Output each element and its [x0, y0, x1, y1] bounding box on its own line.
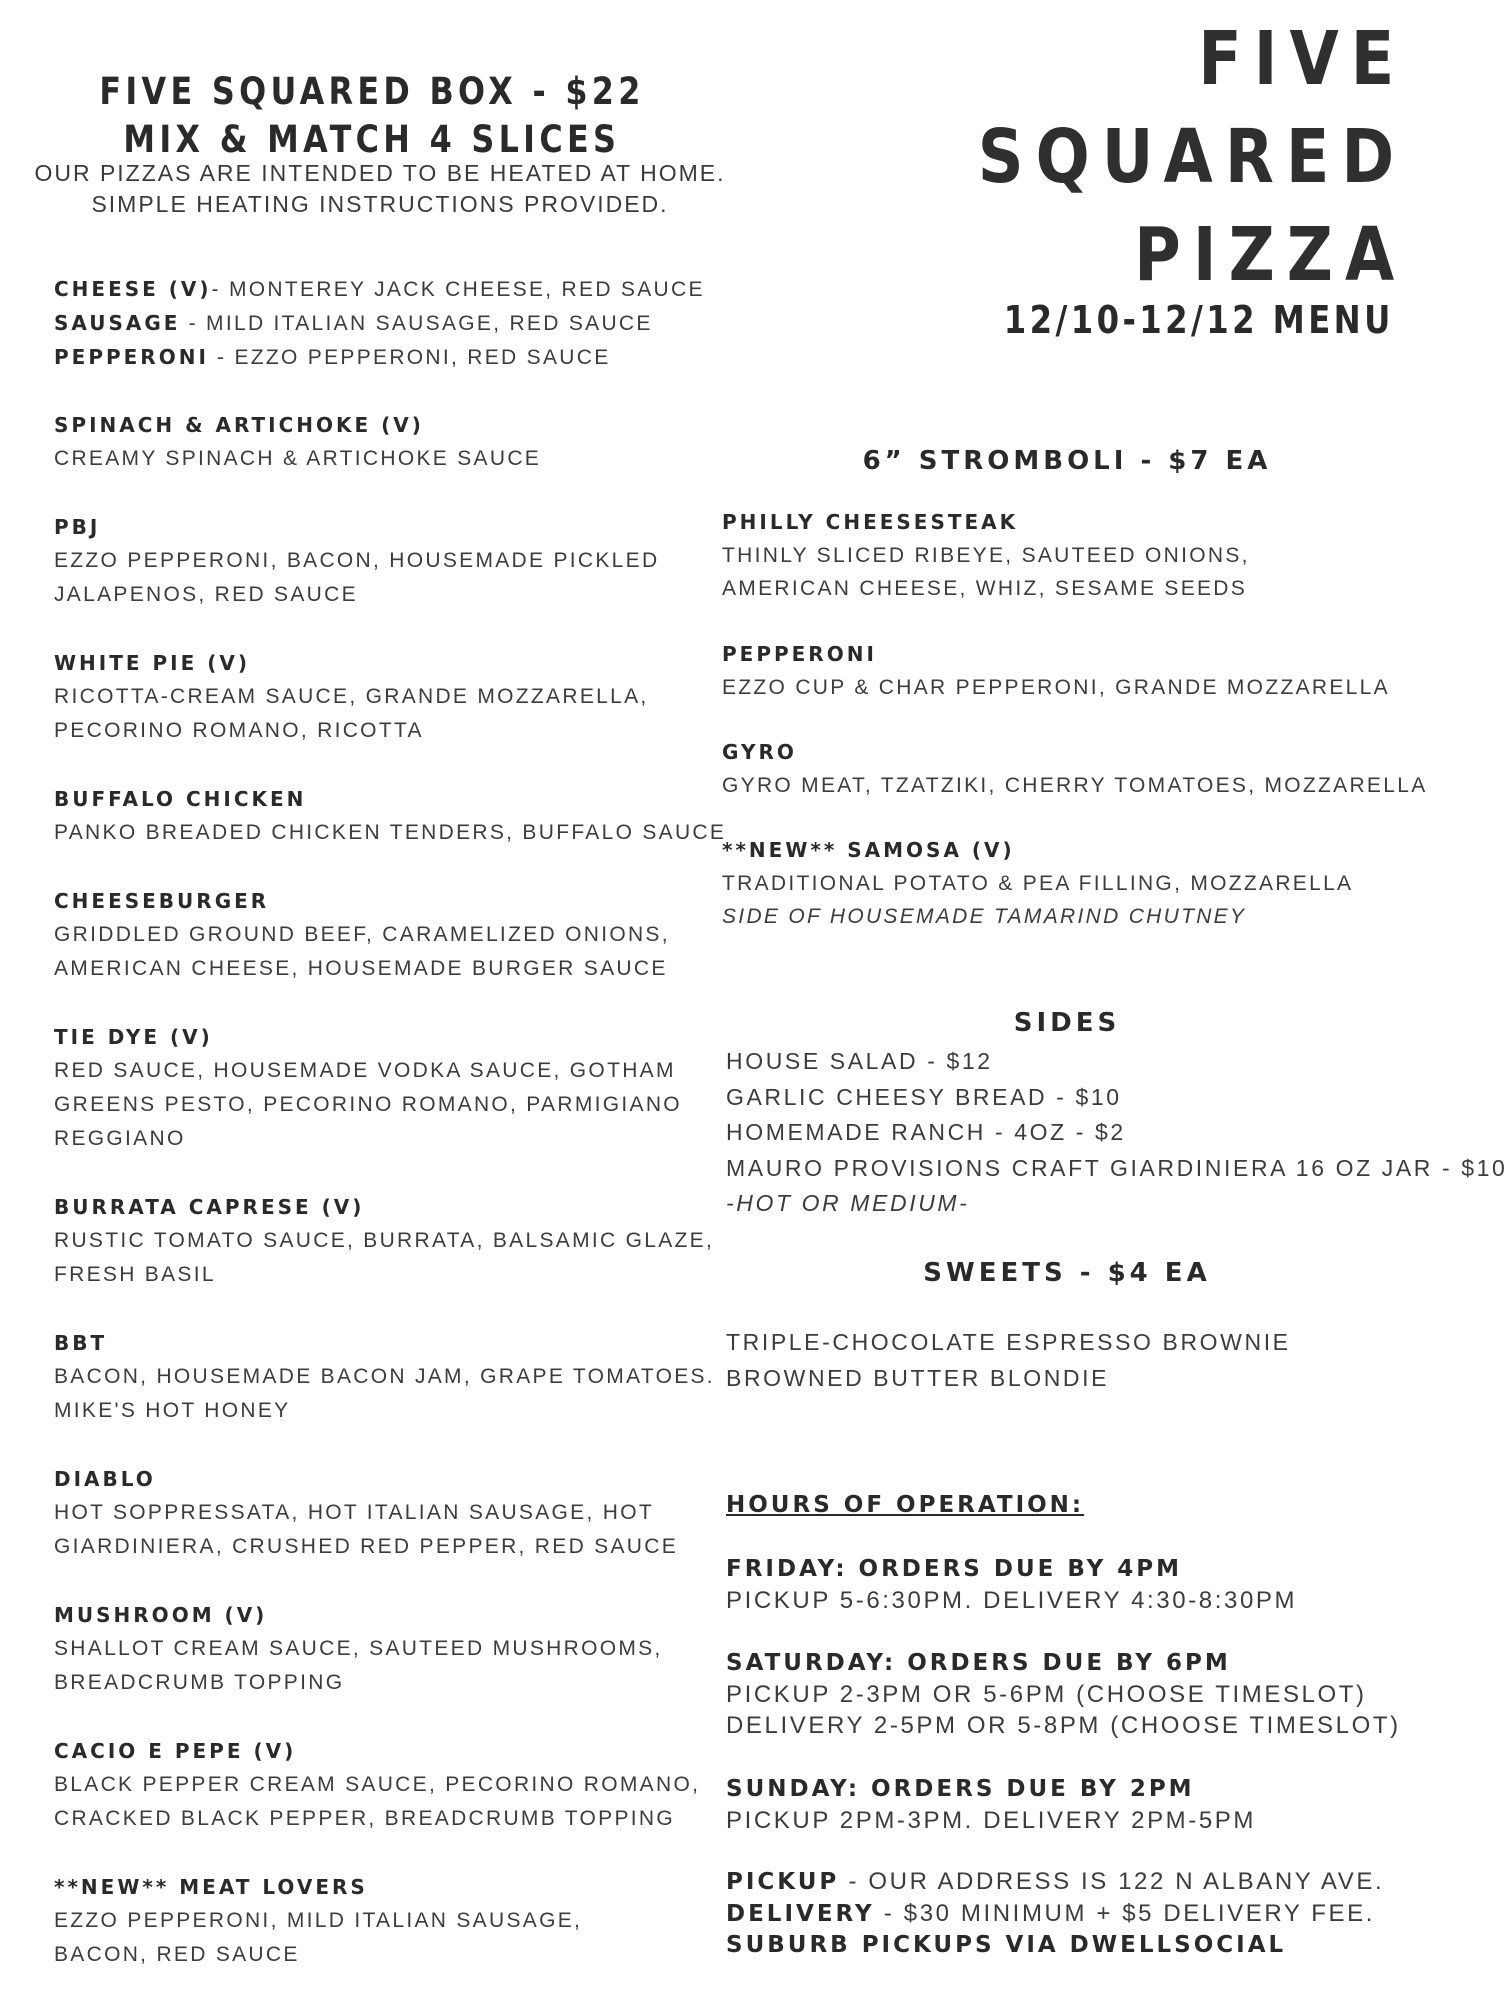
side-note: -HOT OR MEDIUM-	[726, 1190, 970, 1216]
pizza-desc: AMERICAN CHEESE, HOUSEMADE BURGER SAUCE	[54, 957, 668, 980]
brand-title	[908, 10, 1406, 304]
friday-heading: FRIDAY: ORDERS DUE BY 4PM	[726, 1556, 1183, 1582]
pizza-item	[54, 1020, 734, 1156]
side-item: MAURO PROVISIONS CRAFT GIARDINIERA 16 OZ JAR - $10	[726, 1154, 1507, 1181]
pizza-desc: RED SAUCE, HOUSEMADE VODKA SAUCE, GOTHAM	[54, 1059, 676, 1082]
brand-line-3: PIZZA	[1133, 212, 1406, 298]
pizza-desc: JALAPENOS, RED SAUCE	[54, 583, 358, 606]
pickup-address: - OUR ADDRESS IS 122 N ALBANY AVE.	[839, 1868, 1385, 1895]
pizza-desc: - MONTEREY JACK CHEESE, RED SAUCE	[211, 278, 705, 301]
pizza-desc: RICOTTA-CREAM SAUCE, GRANDE MOZZARELLA,	[54, 685, 649, 708]
brand-line-2: SQUARED	[977, 114, 1406, 200]
sides-list	[726, 1044, 1507, 1222]
pizza-desc: GRIDDLED GROUND BEEF, CARAMELIZED ONIONS,	[54, 923, 670, 946]
pizza-desc: GREENS PESTO, PECORINO ROMANO, PARMIGIANO	[54, 1093, 682, 1116]
menu-date: 12/10-12/12 MENU	[1004, 298, 1394, 342]
pizza-name: PEPPERONI	[54, 345, 209, 369]
pickup-label: PICKUP	[726, 1869, 840, 1895]
pizza-desc: BREADCRUMB TOPPING	[54, 1671, 345, 1694]
pizza-desc: PECORINO ROMANO, RICOTTA	[54, 719, 424, 742]
pizza-name: SAUSAGE	[54, 311, 181, 335]
pizza-name: DIABLO	[54, 1467, 156, 1491]
pizza-name: BURRATA CAPRESE (V)	[54, 1195, 365, 1219]
saturday-delivery: DELIVERY 2-5PM OR 5-8PM (CHOOSE TIMESLOT)	[726, 1712, 1401, 1739]
pizza-desc: MIKE'S HOT HONEY	[54, 1399, 291, 1422]
saturday-pickup: PICKUP 2-3PM OR 5-6PM (CHOOSE TIMESLOT)	[726, 1681, 1367, 1708]
pizza-desc: GIARDINIERA, CRUSHED RED PEPPER, RED SAUCE	[54, 1535, 679, 1558]
pizza-item	[54, 884, 734, 986]
pizza-name: CHEESEBURGER	[54, 889, 270, 913]
suburb-pickups: SUBURB PICKUPS VIA DWELLSOCIAL	[726, 1932, 1287, 1958]
pizza-name: SPINACH & ARTICHOKE (V)	[54, 413, 424, 437]
pizza-item	[54, 408, 734, 476]
box-title-line-2: MIX & MATCH 4 SLICES	[123, 118, 621, 161]
pizza-name: TIE DYE (V)	[54, 1025, 213, 1049]
sunday-heading: SUNDAY: ORDERS DUE BY 2PM	[726, 1776, 1195, 1802]
pizza-desc: EZZO PEPPERONI, MILD ITALIAN SAUSAGE,	[54, 1909, 583, 1932]
pickup-delivery-info	[726, 1866, 1416, 1961]
pizza-item	[54, 782, 734, 850]
pizza-item	[54, 1326, 734, 1428]
friday-times: PICKUP 5-6:30PM. DELIVERY 4:30-8:30PM	[726, 1587, 1298, 1614]
sweets-list	[726, 1324, 1416, 1396]
stromboli-name: PEPPERONI	[722, 642, 877, 666]
pizza-item	[54, 646, 734, 748]
stromboli-name: PHILLY CHEESESTEAK	[722, 510, 1019, 534]
pizza-name: BBT	[54, 1331, 108, 1355]
sweet-item: BROWNED BUTTER BLONDIE	[726, 1365, 1110, 1391]
pizza-desc: CRACKED BLACK PEPPER, BREADCRUMB TOPPING	[54, 1807, 676, 1830]
pizza-desc: HOT SOPPRESSATA, HOT ITALIAN SAUSAGE, HOT	[54, 1501, 654, 1524]
hours-saturday	[726, 1648, 1416, 1741]
pizza-name: **NEW** MEAT LOVERS	[54, 1875, 368, 1899]
stromboli-name: GYRO	[722, 740, 797, 764]
pizza-name: MUSHROOM (V)	[54, 1603, 268, 1627]
box-title-line-1: FIVE SQUARED BOX - $22	[99, 70, 645, 113]
sides-heading: SIDES	[1013, 1008, 1121, 1038]
hours-friday	[726, 1554, 1416, 1616]
pizza-desc: CREAMY SPINACH & ARTICHOKE SAUCE	[54, 447, 542, 470]
pizza-name: BUFFALO CHICKEN	[54, 787, 307, 811]
pizza-item	[54, 340, 734, 375]
pizza-desc: RUSTIC TOMATO SAUCE, BURRATA, BALSAMIC GLAZE,	[54, 1229, 715, 1252]
pizza-name: CHEESE (V)	[54, 277, 212, 301]
sunday-times: PICKUP 2PM-3PM. DELIVERY 2PM-5PM	[726, 1807, 1257, 1834]
hours-sunday	[726, 1774, 1416, 1836]
pizza-desc: - EZZO PEPPERONI, RED SAUCE	[208, 346, 611, 369]
stromboli-heading: 6” STROMBOLI - $7 EA	[862, 446, 1272, 476]
sweet-item: TRIPLE-CHOCOLATE ESPRESSO BROWNIE	[726, 1329, 1291, 1355]
pizza-item	[54, 306, 734, 341]
stromboli-note: SIDE OF HOUSEMADE TAMARIND CHUTNEY	[722, 905, 1247, 928]
pizza-desc: BACON, HOUSEMADE BACON JAM, GRAPE TOMATOES.	[54, 1365, 715, 1388]
pizza-name: PBJ	[54, 515, 101, 539]
sweets-heading: SWEETS - $4 EA	[923, 1258, 1211, 1288]
side-item: HOMEMADE RANCH - 4OZ - $2	[726, 1119, 1126, 1145]
saturday-heading: SATURDAY: ORDERS DUE BY 6PM	[726, 1650, 1231, 1676]
pizza-item	[54, 1190, 734, 1292]
stromboli-desc: EZZO CUP & CHAR PEPPERONI, GRANDE MOZZARELLA	[722, 676, 1390, 699]
stromboli-item	[722, 736, 1428, 802]
delivery-line	[726, 1898, 1416, 1930]
box-title	[0, 68, 744, 164]
pizza-item	[54, 1598, 734, 1700]
delivery-fee: - $30 MINIMUM + $5 DELIVERY FEE.	[874, 1900, 1376, 1927]
pizza-desc: BLACK PEPPER CREAM SAUCE, PECORINO ROMANO,	[54, 1773, 701, 1796]
hours-heading: HOURS OF OPERATION:	[726, 1492, 1085, 1518]
delivery-label: DELIVERY	[726, 1901, 875, 1927]
pizza-item	[54, 272, 734, 307]
stromboli-desc: TRADITIONAL POTATO & PEA FILLING, MOZZARELLA	[722, 872, 1354, 895]
pizza-desc: - MILD ITALIAN SAUSAGE, RED SAUCE	[180, 312, 653, 335]
stromboli-item	[722, 834, 1412, 933]
box-intro	[0, 158, 760, 220]
pizza-item	[54, 1870, 734, 1972]
side-item: HOUSE SALAD - $12	[726, 1048, 993, 1074]
pizza-desc: SHALLOT CREAM SAUCE, SAUTEED MUSHROOMS,	[54, 1637, 663, 1660]
pizza-desc: BACON, RED SAUCE	[54, 1943, 300, 1966]
pizza-item	[54, 1734, 734, 1836]
box-intro-line-1: OUR PIZZAS ARE INTENDED TO BE HEATED AT HOME.	[34, 160, 726, 186]
pizza-desc: FRESH BASIL	[54, 1263, 216, 1286]
pizza-desc: PANKO BREADED CHICKEN TENDERS, BUFFALO SAUCE	[54, 821, 727, 844]
pizza-item	[54, 1462, 734, 1564]
brand-line-1: FIVE	[1197, 16, 1406, 102]
pickup-line	[726, 1866, 1416, 1898]
pizza-name: CACIO E PEPE (V)	[54, 1739, 297, 1763]
stromboli-name: **NEW** SAMOSA (V)	[722, 838, 1015, 862]
box-intro-line-2: SIMPLE HEATING INSTRUCTIONS PROVIDED.	[91, 191, 669, 217]
side-item: GARLIC CHEESY BREAD - $10	[726, 1083, 1122, 1110]
pizza-desc: REGGIANO	[54, 1127, 186, 1150]
pizza-item	[54, 510, 734, 612]
stromboli-item	[722, 638, 1412, 704]
stromboli-desc: GYRO MEAT, TZATZIKI, CHERRY TOMATOES, MOZZARELLA	[722, 774, 1428, 797]
pizza-desc: EZZO PEPPERONI, BACON, HOUSEMADE PICKLED	[54, 549, 660, 572]
stromboli-desc: THINLY SLICED RIBEYE, SAUTEED ONIONS,	[722, 544, 1250, 567]
stromboli-desc: AMERICAN CHEESE, WHIZ, SESAME SEEDS	[722, 577, 1248, 600]
stromboli-item	[722, 506, 1412, 605]
hours-section	[726, 1492, 1416, 1518]
pizza-name: WHITE PIE (V)	[54, 651, 250, 675]
